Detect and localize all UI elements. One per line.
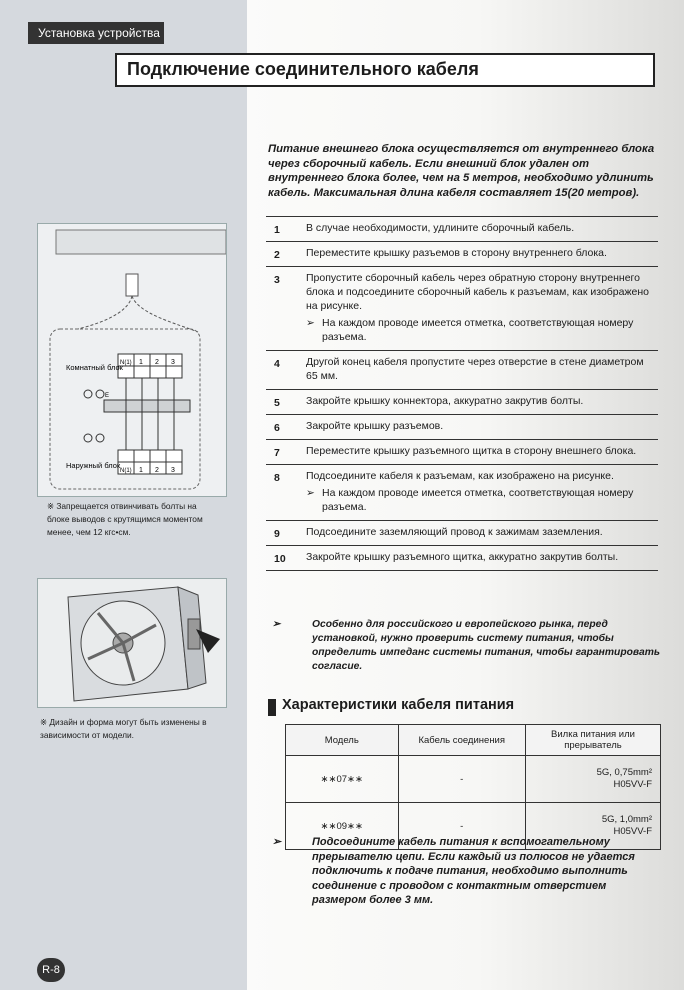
outdoor-unit-label: Наружный блок (66, 461, 121, 470)
step-3 (266, 266, 658, 350)
ground-label: E (105, 393, 110, 399)
step-text: Закройте крышку разъемного щитка, аккуратно закрутив болты. (306, 551, 619, 563)
column-header: Модель (286, 725, 399, 756)
cable-spec-title-text: Характеристики кабеля питания (282, 697, 515, 713)
divider (266, 570, 658, 571)
terminal-label: 3 (171, 467, 175, 474)
intro-text: Питание внешнего блока осуществляется от внутреннего блока через сборочный кабель. Если внешний блок удален от внутреннего блока более, чем на 5 метров, необходимо удлинить кабель. Максимальная длина кабеля составляет 15(20 метров). (268, 143, 655, 199)
step-note: ➢ На каждом проводе имеется отметка, соответствующая номеру разъема. (322, 486, 658, 514)
step-text: Подсоедините кабеля к разъемам, как изображено на рисунке. (306, 470, 614, 482)
terminal-label: 2 (155, 467, 159, 474)
terminal-label: N(1) (120, 360, 132, 366)
breaker-warning (272, 835, 662, 908)
step-text: В случае необходимости, удлините сборочный кабель. (306, 222, 575, 234)
cable-spec-table (285, 724, 661, 850)
step-number: 2 (274, 249, 280, 261)
step-number: 8 (274, 472, 280, 484)
cable-cell: - (398, 803, 526, 850)
model-cell: ∗∗07∗∗ (286, 756, 399, 803)
arrow-icon: ➢ (272, 619, 281, 630)
step-text: Переместите крышку разъемного щитка в сторону внешнего блока. (306, 445, 637, 457)
step-9 (266, 520, 658, 545)
terminal-label: 1 (139, 467, 143, 474)
step-4 (266, 350, 658, 389)
step-1 (266, 216, 658, 241)
section-tab: Установка устройства (28, 22, 164, 44)
table-header-row (286, 725, 661, 756)
step-text: Закройте крышку разъемов. (306, 420, 444, 432)
wiring-diagram (38, 224, 226, 496)
step-2 (266, 241, 658, 266)
plug-spec: 5G, 0,75mm² (596, 767, 652, 778)
step-number: 7 (274, 447, 280, 459)
step-text: Другой конец кабеля пропустите через отверстие в стене диаметром 65 мм. (306, 356, 644, 382)
indoor-terminal-block (118, 354, 182, 378)
page-title: Подключение соединительного кабеля (127, 59, 479, 79)
cable-spec-title (268, 697, 514, 713)
plug-type: H05VV-F (613, 826, 652, 837)
steps-list (266, 216, 658, 571)
step-number: 3 (274, 274, 280, 286)
plug-type: H05VV-F (613, 779, 652, 790)
wiring-figure (37, 223, 227, 497)
torque-note: ※ Запрещается отвинчивать болты на блоке выводов с крутящимся моментом менее, чем 12 кгс•см. (47, 501, 203, 537)
step-text: Подсоедините заземляющий провод к зажимам заземления. (306, 526, 603, 538)
cable-cell: - (398, 756, 526, 803)
outdoor-unit-figure (37, 578, 227, 708)
step-5 (266, 389, 658, 414)
plug-cell (526, 756, 661, 803)
outdoor-unit-illustration (38, 579, 226, 707)
terminal-label: N(1) (120, 468, 132, 474)
step-number: 5 (274, 397, 280, 409)
design-note: ※ Дизайн и форма могут быть изменены в зависимости от модели. (40, 717, 207, 740)
step-6 (266, 414, 658, 439)
market-warning-text: Особенно для российского и европейского рынка, перед установкой, нужно проверить систему питания, чтобы определить импеданс системы питания, чтобы гарантировать согласие. (312, 619, 660, 672)
step-number: 10 (274, 553, 286, 565)
plug-spec: 5G, 1,0mm² (601, 814, 652, 825)
title-box (115, 53, 655, 87)
column-header: Кабель соединения (398, 725, 526, 756)
step-8 (266, 464, 658, 520)
market-warning (272, 618, 662, 674)
terminal-label: 3 (171, 359, 175, 366)
page-number: R-8 (37, 958, 65, 982)
step-note: ➢ На каждом проводе имеется отметка, соответствующая номеру разъема. (322, 316, 658, 344)
step-number: 9 (274, 528, 280, 540)
model-cell: ∗∗09∗∗ (286, 803, 399, 850)
step-10 (266, 545, 658, 570)
terminal-label: 1 (139, 359, 143, 366)
step-number: 1 (274, 224, 280, 236)
step-7 (266, 439, 658, 464)
step-number: 6 (274, 422, 280, 434)
step-number: 4 (274, 358, 280, 370)
indoor-unit-label: Комнатный блок (66, 363, 123, 372)
column-header: Вилка питания или прерыватель (526, 725, 661, 756)
step-text: Закройте крышку коннектора, аккуратно закрутив болты. (306, 395, 584, 407)
table-row (286, 756, 661, 803)
breaker-warning-text: Подсоедините кабель питания к вспомогательному прерывателю цепи. Если каждый из полюсов не удается подключить к подаче питания, необходимо выполнить соединение с проводом с контактным отверстием размером более 3 мм. (312, 836, 635, 906)
terminal-label: 2 (155, 359, 159, 366)
arrow-icon: ➢ (272, 836, 282, 848)
step-text: Переместите крышку разъемов в сторону внутреннего блока. (306, 247, 607, 259)
step-text: Пропустите сборочный кабель через обратную сторону внутреннего блока и подсоедините сборочный кабель к разъемам, как изображено на рисунке. (306, 272, 649, 312)
